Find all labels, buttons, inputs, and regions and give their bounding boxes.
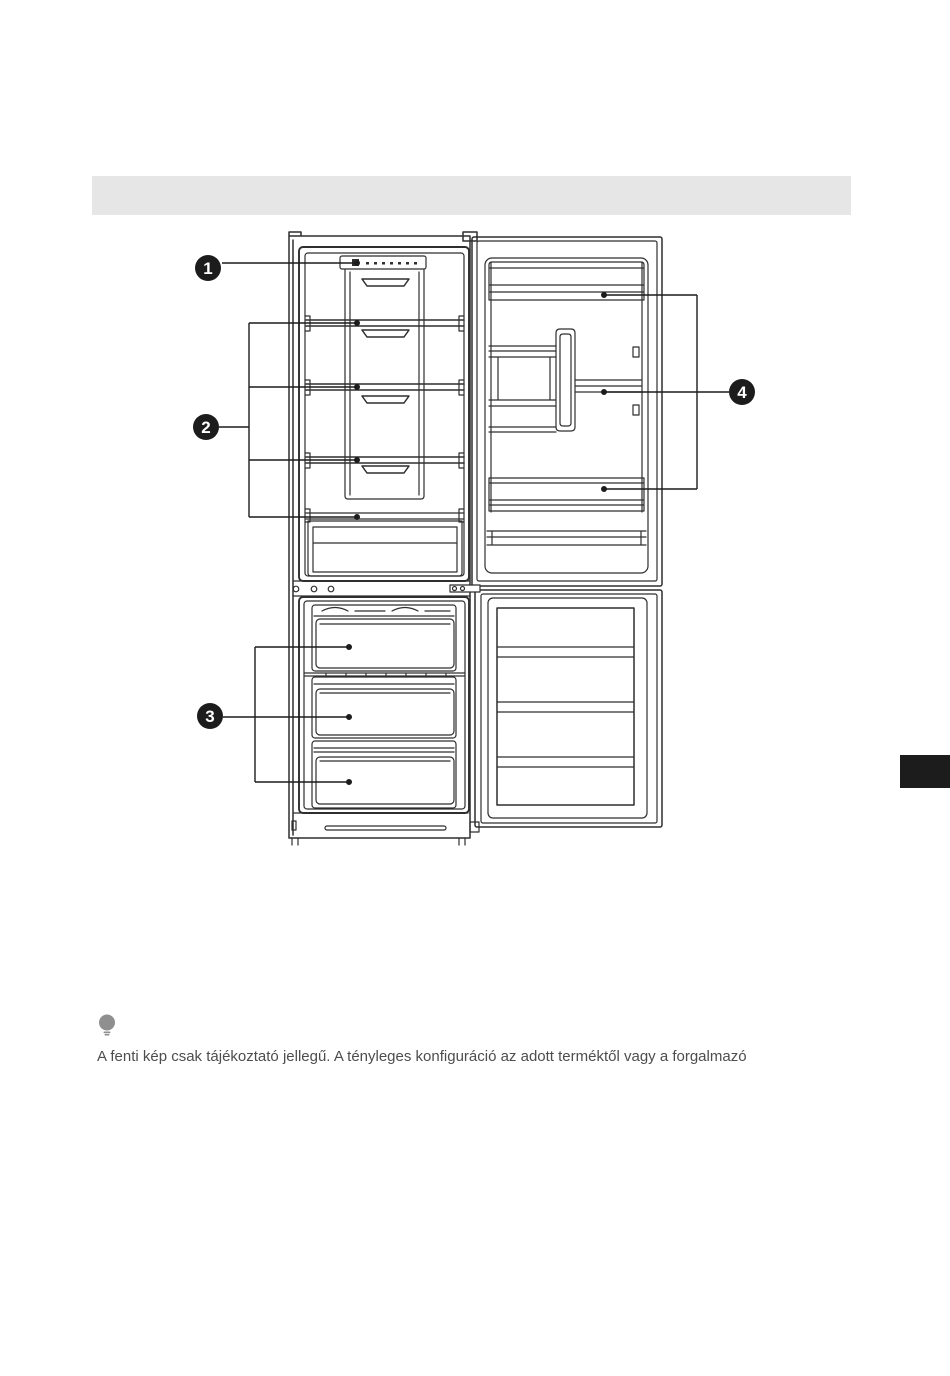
leader-dots-4 (601, 292, 607, 492)
freezer-drawer-1 (312, 605, 456, 671)
chapter-tab (900, 755, 950, 788)
callout-number-2: 2 (201, 418, 211, 437)
crisper-drawer (308, 521, 462, 576)
callout-3 (197, 644, 352, 785)
evaporator-cover (314, 608, 454, 617)
leader-line-3 (223, 647, 349, 782)
leader-dots-3 (346, 644, 352, 785)
freezer-door-shelves (497, 647, 634, 767)
leader-dots-2 (354, 320, 360, 520)
freezer-door (475, 590, 662, 827)
drawer-front (316, 757, 454, 804)
crisper-cover (306, 513, 464, 519)
door-bin-base (487, 531, 646, 545)
callout-number-4: 4 (737, 383, 747, 402)
callout-number-3: 3 (205, 707, 215, 726)
lightbulb-tip (105, 1034, 110, 1036)
middle-hinge (450, 585, 480, 592)
callouts (193, 255, 755, 785)
drawer-rail (304, 673, 465, 676)
leader-line-2 (219, 323, 357, 517)
door-bin-bottom (489, 478, 644, 511)
freezer-liner (304, 601, 465, 809)
leader-dots-1 (354, 260, 360, 266)
drawer-body (312, 605, 456, 671)
freezer-door-panel (497, 608, 634, 805)
kick-plate (292, 813, 468, 845)
lightbulb-base (104, 1032, 111, 1034)
drawer-front (316, 619, 454, 668)
shelf-supports (305, 316, 464, 522)
fridge-door (472, 237, 662, 586)
callout-2 (193, 320, 360, 520)
freezer-door-liner (488, 598, 647, 818)
compartment-divider (293, 581, 470, 596)
freezer-drawer-2 (312, 677, 456, 738)
freezer-door-gasket (481, 594, 657, 823)
drawer-body (312, 677, 456, 738)
note-text: A fenti kép csak tájékoztató jellegű. A tényleges konfiguráció az adott terméktől vagy a forgalmazó (97, 1048, 747, 1065)
fridge-compartment (299, 247, 469, 581)
glass-shelves (306, 320, 464, 463)
freezer-drawer-3 (312, 741, 456, 808)
lightbulb-globe (99, 1015, 115, 1031)
drawer-front (316, 689, 454, 735)
egg-tray (556, 329, 575, 431)
callout-number-1: 1 (203, 259, 213, 278)
drawer-top-rim (314, 748, 454, 752)
leader-line-4 (604, 295, 729, 489)
cabinet (289, 232, 477, 845)
callout-4 (601, 292, 755, 492)
shelf-light-vents (362, 279, 409, 473)
freezer-compartment (299, 597, 469, 813)
lightbulb-icon (98, 1014, 116, 1036)
vent-slot (325, 826, 446, 830)
callout-1 (195, 255, 360, 281)
drawer-body (312, 741, 456, 808)
